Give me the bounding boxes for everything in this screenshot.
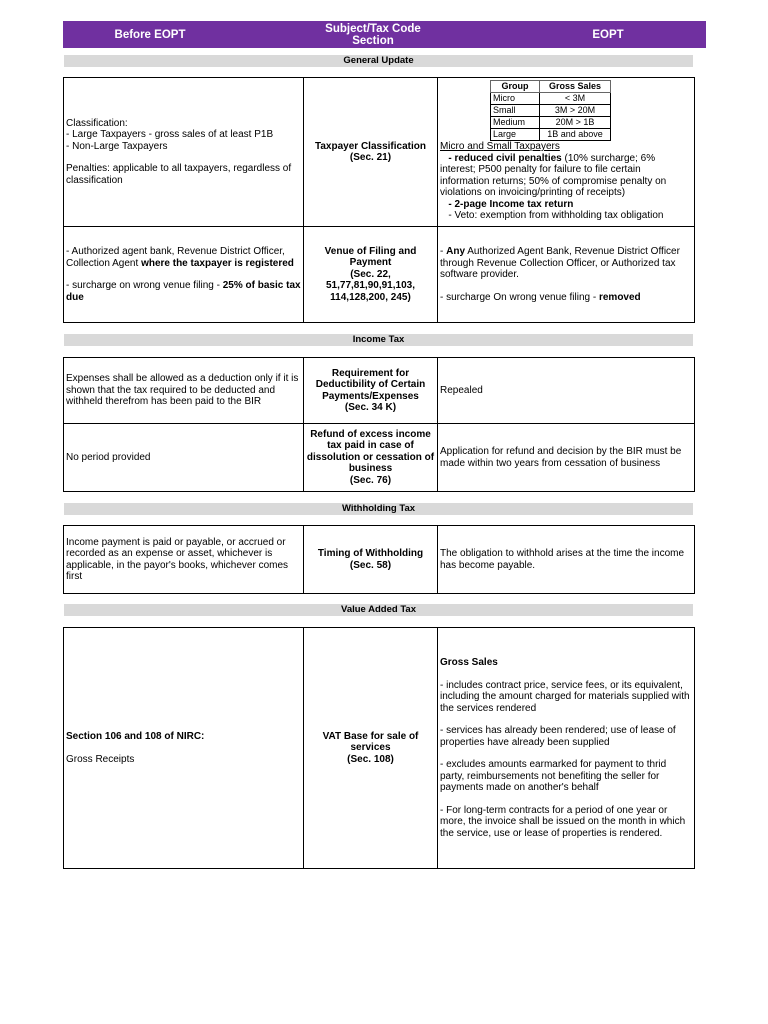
eopt-cell xyxy=(438,227,695,323)
header-eopt: EOPT xyxy=(592,28,624,41)
withholding-tax-table xyxy=(63,525,695,594)
before-cell: No period provided xyxy=(64,424,304,492)
cell-text: Authorized Agent Bank, Revenue District Officer through Revenue Collection Officer, or Authorized tax software provider. xyxy=(440,246,680,280)
eopt-cell: Repealed xyxy=(438,358,695,424)
cell-text-bold: removed xyxy=(598,291,641,303)
section-income-tax: Income Tax xyxy=(64,334,693,346)
subject-title: Taxpayer Classification xyxy=(315,140,426,152)
subject-section: (Sec. 76) xyxy=(349,474,392,486)
gross-sales-header: Gross Sales xyxy=(540,81,611,93)
table-row xyxy=(64,227,695,323)
cell-text: - Large Taxpayers - gross sales of at least P1B xyxy=(66,129,274,141)
cell-text: Classification: xyxy=(66,117,128,129)
table-row xyxy=(64,78,695,227)
reduced-penalties-detail: (10% surcharge; 6% interest; P500 penalty for failure to file certain information returns; 50% of compromise penalty on violations on invoicing/printing of receipts) xyxy=(440,152,667,198)
cell-text: - surcharge on wrong venue filing - xyxy=(66,280,223,291)
sales-cell: 3M > 20M xyxy=(540,105,611,117)
column-header-bar xyxy=(63,21,706,48)
cell-text: Penalties: applicable to all taxpayers, regardless of classification xyxy=(66,163,292,186)
eopt-cell: Application for refund and decision by the BIR must be made within two years from cessation of business xyxy=(438,424,695,492)
cell-text: - For long-term contracts for a period of one year or more, the invoice shall be issued on the month in which the service, use or lease of properties is rendered. xyxy=(440,804,686,839)
header-subject-line2: Section xyxy=(352,34,394,47)
cell-text: - includes contract price, service fees, or its equivalent, including the amount charged for materials supplied with the services rendered xyxy=(440,679,690,714)
cell-text-bold: 25% of basic tax due xyxy=(66,280,301,303)
subject-section: (Sec. 108) xyxy=(347,753,394,765)
subject-section: (Sec. 22, 51,77,81,90,91,103, 114,128,200, 245) xyxy=(326,268,415,303)
cell-text: - services has already been rendered; use of lease of properties have already been supplied xyxy=(440,725,676,748)
subject-cell xyxy=(304,424,438,492)
eopt-cell xyxy=(438,78,695,227)
group-header: Group xyxy=(491,81,540,93)
group-cell: Small xyxy=(491,105,540,117)
subject-cell xyxy=(304,526,438,594)
subject-cell xyxy=(304,628,438,869)
subject-title: Venue of Filing and Payment xyxy=(324,245,417,269)
cell-text: - surcharge On wrong venue filing - xyxy=(440,291,599,303)
subject-title: Refund of excess income tax paid in case of dissolution or cessation of business xyxy=(306,428,435,475)
cell-text-bold: Section 106 and 108 of NIRC: xyxy=(66,731,205,742)
group-cell: Micro xyxy=(491,93,540,105)
section-withholding-tax: Withholding Tax xyxy=(64,503,693,515)
sales-cell: < 3M xyxy=(540,93,611,105)
general-update-table xyxy=(63,77,695,323)
subject-title: Requirement for Deductibility of Certain Payments/Expenses xyxy=(315,367,426,402)
subject-cell xyxy=(304,227,438,323)
cell-text-bold: where the taxpayer is registered xyxy=(141,257,294,269)
cell-text: - Non-Large Taxpayers xyxy=(66,140,168,152)
before-cell xyxy=(64,628,304,869)
gross-sales-group-table xyxy=(490,80,611,141)
header-subject xyxy=(303,21,443,48)
two-page-itr: - 2-page Income tax return xyxy=(448,198,574,210)
header-subject-line1: Subject/Tax Code xyxy=(325,22,421,35)
cell-text-bold: Any xyxy=(446,246,466,257)
subject-title: VAT Base for sale of services xyxy=(322,730,419,754)
micro-small-heading: Micro and Small Taxpayers xyxy=(440,141,560,152)
eopt-cell: The obligation to withhold arises at the time the income has become payable. xyxy=(438,526,695,594)
subject-title: Timing of Withholding xyxy=(317,548,424,559)
sales-cell: 20M > 1B xyxy=(540,117,611,129)
before-cell xyxy=(64,78,304,227)
before-cell xyxy=(64,227,304,323)
sales-cell: 1B and above xyxy=(540,129,611,141)
cell-text: - excludes amounts earmarked for payment to thrid party, reimbursements not benefiting the seller for payments made on another's behalf xyxy=(440,759,667,793)
income-tax-table xyxy=(63,357,695,492)
subject-section: (Sec. 34 K) xyxy=(344,402,397,413)
group-cell: Large xyxy=(491,129,540,141)
vat-table xyxy=(63,627,695,869)
table-row xyxy=(64,358,695,424)
subject-cell xyxy=(304,358,438,424)
table-row xyxy=(64,424,695,492)
cell-text: - xyxy=(440,246,447,257)
subject-cell xyxy=(304,78,438,227)
cell-text: Gross Receipts xyxy=(66,753,135,765)
reduced-penalties-label: - reduced civil penalties xyxy=(448,152,562,164)
gross-sales-title: Gross Sales xyxy=(440,657,498,668)
section-general-update: General Update xyxy=(64,55,693,67)
subject-section: (Sec. 21) xyxy=(349,152,392,163)
table-row xyxy=(64,628,695,869)
veto-note: - Veto: exemption from withholding tax obligation xyxy=(448,210,664,221)
header-before-eopt: Before EOPT xyxy=(114,28,186,41)
before-cell: Income payment is paid or payable, or accrued or recorded as an expense or asset, whichever is applicable, in the payor's books, whichever comes first xyxy=(64,526,304,594)
subject-section: (Sec. 58) xyxy=(349,559,392,571)
section-value-added-tax: Value Added Tax xyxy=(64,604,693,616)
before-cell: Expenses shall be allowed as a deduction only if it is shown that the tax required to be deducted and withheld therefrom has been paid to the BIR xyxy=(64,358,304,424)
table-row xyxy=(64,526,695,594)
eopt-cell xyxy=(438,628,695,869)
cell-text: - Authorized agent bank, Revenue District Officer, Collection Agent xyxy=(66,246,285,269)
group-cell: Medium xyxy=(491,117,540,129)
